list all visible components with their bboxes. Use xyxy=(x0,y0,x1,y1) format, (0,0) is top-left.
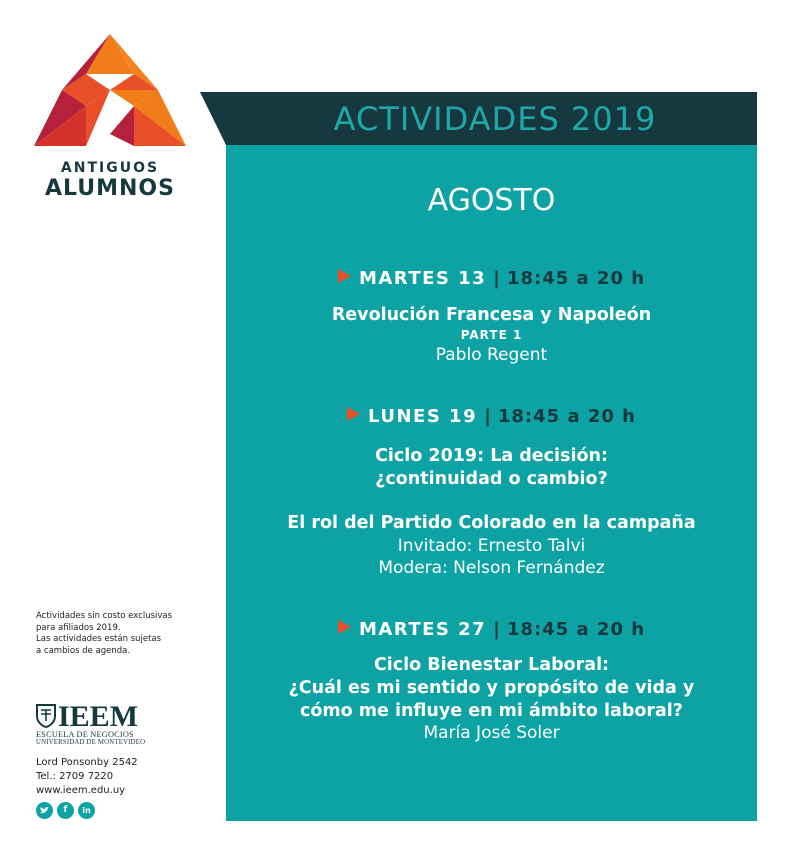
event-1-hours: 18:45 a 20 h xyxy=(506,268,646,289)
event-2-guest: Invitado: Ernesto Talvi xyxy=(397,536,586,556)
event-2-moderator: Modera: Nelson Fernández xyxy=(378,558,605,578)
event-1-part: PARTE 1 xyxy=(460,328,523,342)
event-2-hours: 18:45 a 20 h xyxy=(497,406,636,427)
ieem-subtitle: ESCUELA DE NEGOCIOS xyxy=(36,730,134,739)
event-3-speaker: María José Soler xyxy=(423,723,560,743)
note-line: Actividades sin costo exclusivas xyxy=(36,611,173,621)
event-1-day: MARTES 13 xyxy=(358,268,487,289)
ieem-university: UNIVERSIDAD DE MONTEVIDEO xyxy=(36,739,146,746)
arrow-right-icon xyxy=(338,269,351,283)
facebook-icon[interactable]: f xyxy=(57,802,74,819)
month-title: AGOSTO xyxy=(427,183,556,218)
event-3-schedule xyxy=(226,619,757,640)
note-line: Las actividades están sujetas xyxy=(36,634,162,644)
disclaimer-note xyxy=(36,611,216,657)
antiguos-alumnos-logo xyxy=(30,34,190,204)
ieem-shield-icon xyxy=(36,704,56,728)
logo-text-antiguos: ANTIGUOS xyxy=(60,160,160,176)
event-3-day: MARTES 27 xyxy=(358,619,487,640)
event-2-title-line1: Ciclo 2019: La decisión: xyxy=(375,446,608,466)
header-title: ACTIVIDADES 2019 xyxy=(333,100,657,138)
separator: | xyxy=(484,406,491,427)
arrow-right-icon xyxy=(338,620,351,634)
event-2-subtitle: El rol del Partido Colorado en la campaña xyxy=(287,513,696,533)
event-3-hours: 18:45 a 20 h xyxy=(506,619,646,640)
linkedin-icon[interactable]: in xyxy=(78,802,95,819)
logo-a-mark-icon xyxy=(34,34,186,146)
phone: Tel.: 2709 7220 xyxy=(36,771,114,782)
arrow-right-icon xyxy=(347,407,360,421)
note-line: para afiliados 2019. xyxy=(36,622,121,633)
event-3-title-line1: Ciclo Bienestar Laboral: xyxy=(373,655,610,675)
ieem-wordmark: IEEM xyxy=(58,700,139,733)
event-2-day: LUNES 19 xyxy=(368,406,478,427)
separator: | xyxy=(493,268,500,289)
logo-text-alumnos: ALUMNOS xyxy=(45,176,175,201)
event-2-title-line2: ¿continuidad o cambio? xyxy=(375,469,608,489)
address: Lord Ponsonby 2542 xyxy=(36,757,138,768)
event-3-title-line3: cómo me influye en mi ámbito laboral? xyxy=(300,701,683,721)
event-2-schedule xyxy=(226,406,757,427)
separator: | xyxy=(493,619,500,640)
event-1-schedule xyxy=(226,268,757,289)
website-link[interactable]: www.ieem.edu.uy xyxy=(36,785,126,796)
event-3-title-line2: ¿Cuál es mi sentido y propósito de vida y xyxy=(288,678,695,698)
event-1-speaker: Pablo Regent xyxy=(435,345,548,365)
note-line: a cambios de agenda. xyxy=(36,645,131,656)
twitter-icon[interactable] xyxy=(36,802,53,819)
event-1-title: Revolución Francesa y Napoleón xyxy=(331,305,652,325)
